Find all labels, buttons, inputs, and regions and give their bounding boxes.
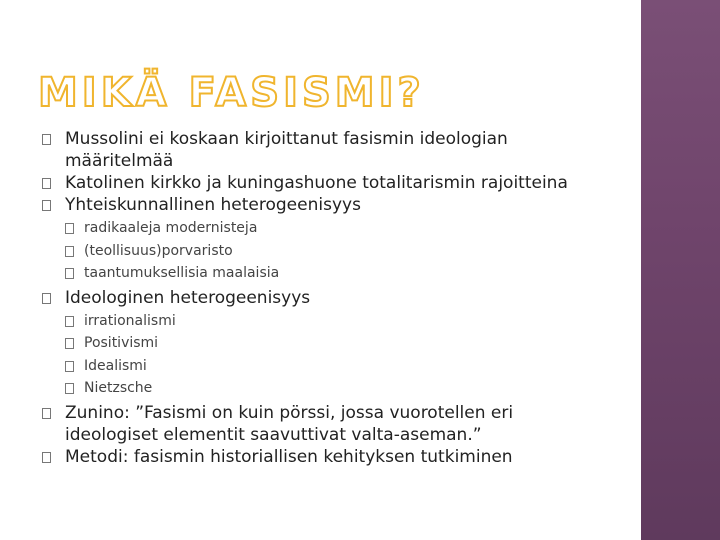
square-bullet-icon (65, 383, 74, 394)
bullet-item (42, 172, 602, 194)
square-bullet-icon (42, 178, 51, 189)
square-bullet-icon (42, 452, 51, 463)
decorative-side-panel (641, 0, 720, 540)
bullet-item (42, 446, 602, 468)
sub-bullet-item (65, 332, 602, 355)
sub-bullet-list (42, 310, 602, 400)
sub-bullet-text: taantumuksellisia maalaisia (84, 265, 280, 281)
sub-bullet-item (65, 355, 602, 378)
sub-bullet-item (65, 217, 602, 240)
sub-bullet-text: radikaaleja modernisteja (84, 220, 258, 236)
sub-bullet-list (42, 217, 602, 285)
bullet-item (42, 287, 602, 309)
square-bullet-icon (65, 246, 74, 257)
square-bullet-icon (65, 223, 74, 234)
square-bullet-icon (65, 316, 74, 327)
sub-bullet-text: irrationalismi (84, 312, 176, 329)
square-bullet-icon (65, 361, 74, 372)
bullet-item (42, 402, 602, 446)
bullet-text: Mussolini ei koskaan kirjoittanut fasismin ideologian määritelmää (65, 129, 508, 171)
sub-bullet-item (65, 240, 602, 263)
bullet-item (42, 194, 602, 216)
bullet-text: Ideologinen heterogeenisyys (65, 287, 311, 308)
bullet-text: Zunino: ”Fasismi on kuin pörssi, jossa vuorotellen eri ideologiset elementit saavuttivat valta-aseman.” (65, 402, 514, 445)
square-bullet-icon (42, 293, 51, 304)
sub-bullet-text: (teollisuus)porvaristo (84, 242, 233, 259)
sub-bullet-item (65, 262, 602, 285)
slide-title: MIKÄ FASISMI? (38, 70, 425, 116)
sub-bullet-item (65, 377, 602, 400)
square-bullet-icon (42, 408, 51, 419)
bullet-item (42, 128, 602, 172)
bullet-text: Yhteiskunnallinen heterogeenisyys (65, 195, 361, 215)
bullet-list (42, 128, 602, 468)
square-bullet-icon (65, 268, 74, 279)
bullet-text: Katolinen kirkko ja kuningashuone totalitarismin rajoitteina (65, 173, 568, 193)
sub-bullet-text: Positivismi (84, 335, 159, 351)
sub-bullet-text: Idealismi (84, 357, 147, 374)
square-bullet-icon (42, 134, 51, 145)
bullet-text: Metodi: fasismin historiallisen kehityksen tutkiminen (65, 446, 513, 467)
square-bullet-icon (42, 200, 51, 211)
sub-bullet-item (65, 310, 602, 333)
square-bullet-icon (65, 338, 74, 349)
sub-bullet-text: Nietzsche (84, 380, 153, 396)
